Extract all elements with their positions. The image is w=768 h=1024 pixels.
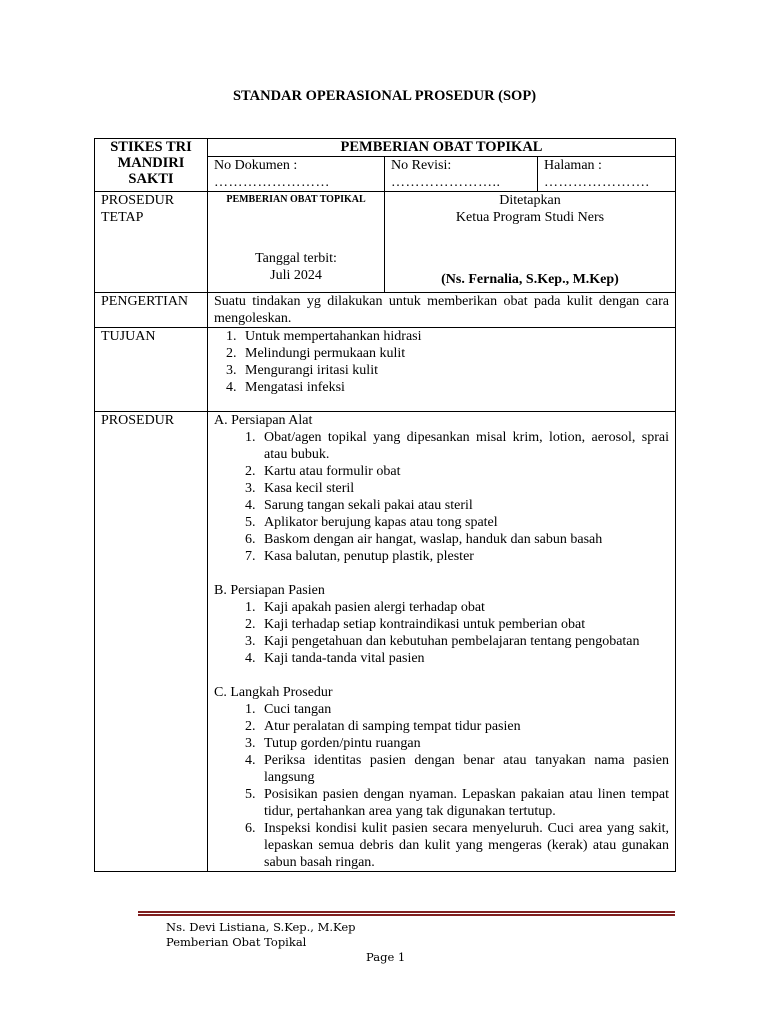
footer [166,920,356,950]
steps-list [214,701,669,871]
list-item: 5. Aplikator berujung kapas atau tong spatel [259,514,669,531]
list-item: 6. Baskom dengan air hangat, waslap, handuk dan sabun basah [259,531,669,548]
list-item: 2. Kaji terhadap setiap kontraindikasi untuk pemberian obat [259,616,669,633]
list-item: 3. Mengurangi iritasi kulit [240,362,669,379]
list-item: 4. Kaji tanda-tanda vital pasien [259,650,669,667]
tools-list [214,429,669,565]
list-item: 3. Kasa kecil steril [259,480,669,497]
footer-doc-name: Pemberian Obat Topikal [166,935,307,949]
footer-author: Ns. Devi Listiana, S.Kep., M.Kep [166,920,356,934]
procedure-title: PEMBERIAN OBAT TOPIKAL [208,139,676,157]
fixed-procedure-cell [208,192,385,293]
list-item: 4. Periksa identitas pasien dengan benar atau tanyakan nama pasien langsung [259,752,669,786]
list-item: 1. Untuk mempertahankan hidrasi [240,328,669,345]
approved-label: Ditetapkan [499,193,561,208]
document-title: STANDAR OPERASIONAL PROSEDUR (SOP) [232,88,537,104]
list-item: 1. Obat/agen topikal yang dipesankan misal krim, lotion, aerosol, sprai atau bubuk. [259,429,669,463]
approved-by-title: Ketua Program Studi Ners [455,210,605,225]
footer-rule [138,911,675,916]
section-heading-tools: A. Persiapan Alat [214,413,313,428]
procedure-cell [208,412,676,872]
section-heading-steps: C. Langkah Prosedur [214,685,333,700]
fixed-procedure-small-title: PEMBERIAN OBAT TOPIKAL [226,194,366,205]
procedure-label: PROSEDUR [95,412,208,872]
list-item: 7. Kasa balutan, penutup plastik, plester [259,548,669,565]
page-cell [538,157,676,192]
definition-text: Suatu tindakan yg dilakukan untuk memberikan obat pada kulit dengan cara mengoleskan. [208,293,676,328]
section-heading-patient: B. Persiapan Pasien [214,583,325,598]
revision-cell [385,157,538,192]
list-item: 2. Melindungi permukaan kulit [240,345,669,362]
page-label: Halaman : [544,158,602,173]
list-item: 4. Mengatasi infeksi [240,379,669,396]
issue-date-value: Juli 2024 [270,268,322,283]
revision-value: ………………….. [391,175,501,190]
list-item: 1. Kaji apakah pasien alergi terhadap obat [259,599,669,616]
issue-date-label: Tanggal terbit: [255,251,337,266]
list-item: 2. Atur peralatan di samping tempat tidur pasien [259,718,669,735]
list-item: 3. Tutup gorden/pintu ruangan [259,735,669,752]
definition-label: PENGERTIAN [95,293,208,328]
patient-prep-list [214,599,669,667]
objectives-label: TUJUAN [95,328,208,412]
fixed-procedure-label: PROSEDUR TETAP [95,192,208,293]
list-item: 5. Posisikan pasien dengan nyaman. Lepaskan pakaian atau linen tempat tidur, pertahankan area yang tak digunakan tertutup. [259,786,669,820]
approver-name: (Ns. Fernalia, S.Kep., M.Kep) [441,272,619,287]
list-item: 6. Inspeksi kondisi kulit pasien secara menyeluruh. Cuci area yang sakit, lepaskan semua debris dan kulit yang mengeras (kerak) atau gunakan sabun basah ringan. [259,820,669,871]
page-number: Page 1 [366,950,406,964]
doc-number-label: No Dokumen : [214,158,298,173]
doc-number-value: …………………… [214,175,330,190]
list-item: 4. Sarung tangan sekali pakai atau steril [259,497,669,514]
page-value: …………………. [544,175,650,190]
list-item: 2. Kartu atau formulir obat [259,463,669,480]
objectives-cell [208,328,676,412]
list-item: 1. Cuci tangan [259,701,669,718]
approval-cell [385,192,676,293]
sop-table [94,138,676,872]
revision-label: No Revisi: [391,158,452,173]
list-item: 3. Kaji pengetahuan dan kebutuhan pembelajaran tentang pengobatan [259,633,669,650]
doc-number-cell [208,157,385,192]
objectives-list [214,328,669,396]
institution-name: STIKES TRI MANDIRI SAKTI [95,139,208,192]
